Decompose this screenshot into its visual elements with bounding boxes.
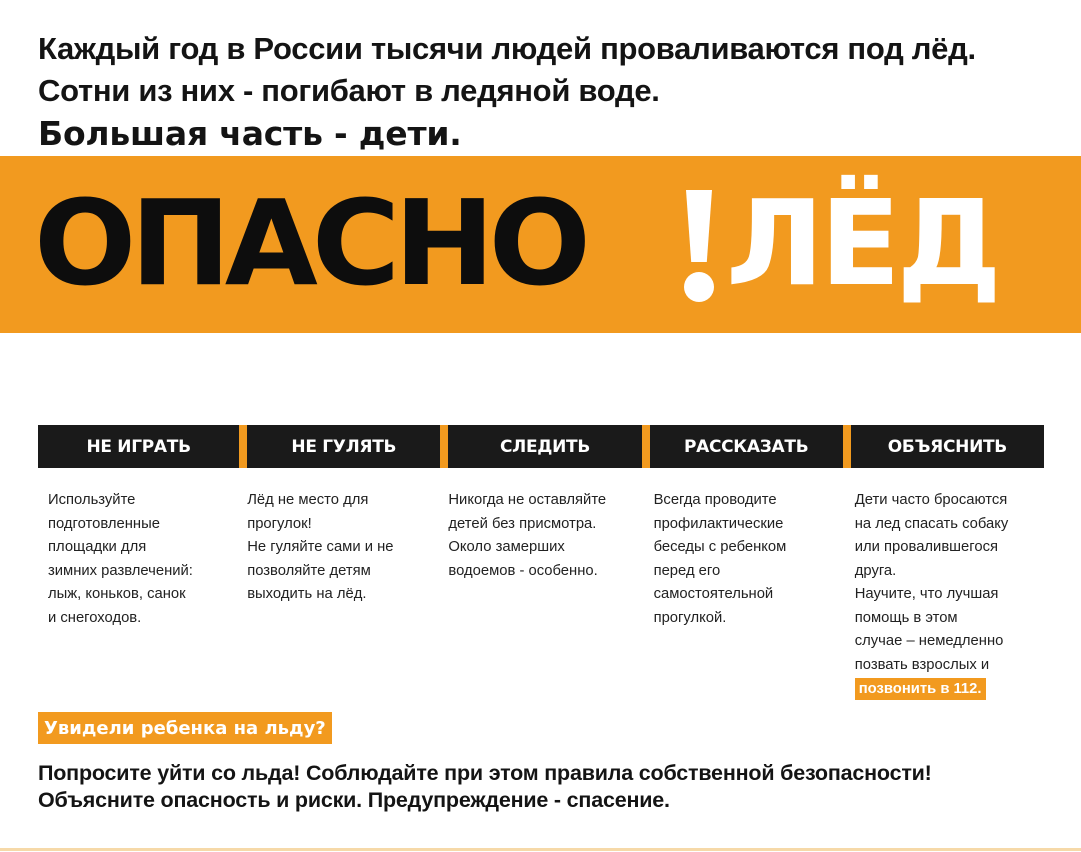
text-line: профилактические — [653, 515, 784, 532]
text-line: Научите, что лучшая — [854, 586, 999, 602]
exclamation-dot-icon — [684, 272, 714, 302]
rule-title-no-playing: НЕ ИГРАТЬ — [38, 425, 239, 468]
text-line: прогулок! — [247, 515, 312, 532]
intro-text — [38, 28, 976, 156]
closing-line-1: Попросите уйти со льда! Соблюдайте при этом правила собственной безопасности! — [38, 761, 932, 785]
text-line: Около замерших — [448, 539, 565, 555]
text-line: самостоятельной — [653, 586, 774, 602]
text-line: Дети часто бросаются — [854, 492, 1008, 508]
rule-text-no-walking — [239, 489, 440, 702]
text-line: перед его — [653, 562, 721, 579]
text-line: Не гуляйте сами и не — [247, 539, 394, 555]
text-line: позволяйте детям — [247, 562, 371, 579]
text-line: Всегда проводите — [653, 492, 777, 508]
cta-question-tag: Увидели ребенка на льду? — [38, 712, 332, 744]
text-line: Используйте — [48, 492, 136, 508]
rule-text-watch — [440, 489, 641, 702]
emergency-number-highlight: позвонить в 112. — [855, 678, 986, 700]
text-line: подготовленные — [48, 515, 160, 532]
text-line: на лед спасать собаку — [854, 515, 1009, 532]
rule-title-no-walking: НЕ ГУЛЯТЬ — [239, 425, 440, 468]
text-line: беседы с ребенком — [653, 539, 787, 555]
closing-text — [38, 760, 932, 814]
text-line: лыж, коньков, санок — [48, 586, 186, 602]
rule-text-explain — [843, 489, 1044, 702]
banner-word-dangerous: ОПАСНО — [34, 174, 585, 312]
rule-title-explain: ОБЪЯСНИТЬ — [843, 425, 1044, 468]
text-line: детей без присмотра. — [448, 515, 597, 532]
intro-line-3: Большая часть - дети. — [38, 114, 462, 153]
text-line: площадки для — [48, 539, 147, 555]
intro-line-2: Сотни из них - погибают в ледяной воде. — [38, 73, 660, 108]
text-line: водоемов - особенно. — [448, 562, 598, 579]
closing-line-2: Объясните опасность и риски. Предупреждение - спасение. — [38, 788, 670, 812]
text-line: помощь в этом — [854, 609, 958, 626]
rules-header-bar — [38, 425, 1044, 468]
text-line: зимних развлечений: — [48, 562, 193, 579]
text-line: Никогда не оставляйте — [448, 492, 607, 508]
intro-line-1: Каждый год в России тысячи людей проваливаются под лёд. — [38, 31, 976, 66]
footer-divider — [0, 848, 1081, 851]
rule-text-no-playing — [38, 489, 239, 702]
rule-text-tell — [642, 489, 843, 702]
text-line: друга. — [854, 562, 897, 579]
text-line: и снегоходов. — [48, 609, 142, 626]
rule-title-watch: СЛЕДИТЬ — [440, 425, 641, 468]
rules-section — [38, 425, 1044, 702]
rule-title-tell: РАССКАЗАТЬ — [642, 425, 843, 468]
text-line: позвать взрослых и — [854, 656, 990, 673]
text-line: случае – немедленно — [854, 633, 1004, 649]
text-line: выходить на лёд. — [247, 586, 367, 602]
banner-word-ice: ЛЁД — [726, 174, 998, 312]
text-line: прогулкой. — [653, 609, 727, 626]
text-line: Лёд не место для — [247, 492, 369, 508]
text-line: или провалившегося — [854, 539, 998, 555]
